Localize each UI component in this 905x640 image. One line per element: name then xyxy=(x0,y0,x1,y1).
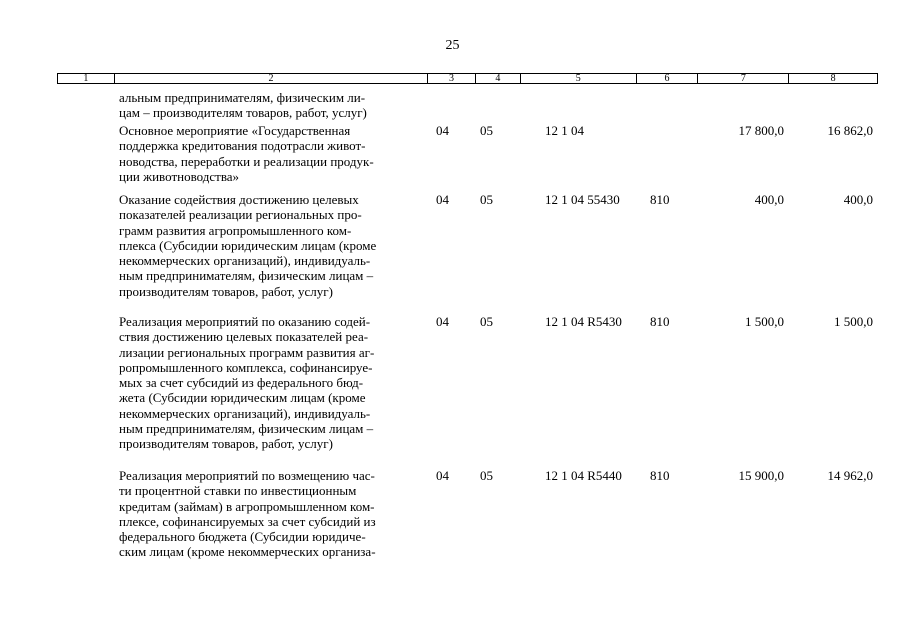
target-article-code: 12 1 04 55430 xyxy=(545,192,620,207)
subsection-code: 05 xyxy=(480,123,493,138)
expense-type-code: 810 xyxy=(650,314,670,329)
header-col-3: 3 xyxy=(428,74,476,83)
table-header xyxy=(57,73,878,84)
amount-col-8: 14 962,0 xyxy=(827,468,873,483)
subsection-code: 05 xyxy=(480,192,493,207)
target-article-code: 12 1 04 R5440 xyxy=(545,468,622,483)
table-row-description: альным предпринимателям, физическим ли- цам – производителям товаров, работ, услуг) xyxy=(119,90,367,121)
header-col-8: 8 xyxy=(830,73,836,84)
header-col-5: 5 xyxy=(521,74,637,83)
page-number: 25 xyxy=(445,38,460,53)
target-article-code: 12 1 04 xyxy=(545,123,584,138)
section-code: 04 xyxy=(436,123,449,138)
amount-col-7: 1 500,0 xyxy=(745,314,784,329)
section-code: 04 xyxy=(436,314,449,329)
table-row-description: Оказание содействия достижению целевых показателей реализации региональных про- грамм развития агропромышленного ком- плекса (Субсидии юридическим лицам (кроме некоммерческих организаций), индивидуаль- ным предпринимателям, физическим лицам – производителям товаров, работ, услуг) xyxy=(119,192,377,299)
table-row-description: Реализация мероприятий по оказанию содей- ствия достижению целевых показателей реа- лизации региональных программ развития аг- ропромышленного комплекса, софинансируе- мых за счет субсидий из федерального бюд- жета (Субсидии юридическим лицам (кроме некоммерческих организаций), индивидуаль- ным предпринимателям, физическим лицам – производителям товаров, работ, услуг) xyxy=(119,314,375,452)
amount-col-7: 15 900,0 xyxy=(738,468,784,483)
subsection-code: 05 xyxy=(480,468,493,483)
header-col-7: 7 xyxy=(698,74,789,83)
expense-type-code: 810 xyxy=(650,192,670,207)
header-col-4: 4 xyxy=(476,74,521,83)
amount-col-8: 16 862,0 xyxy=(827,123,873,138)
table-row-description: Реализация мероприятий по возмещению час- ти процентной ставки по инвестиционным кредитам (займам) в агропромышленном ком- плексе, софинансируемых за счет субсидий из федерального бюджета (Субсидии юридиче- ским лицам (кроме некоммерческих организа- xyxy=(119,468,376,560)
table-row-description: Основное мероприятие «Государственная поддержка кредитования подотрасли живот- новодства, переработки и реализации продук- ции животноводства» xyxy=(119,123,374,184)
amount-col-8: 1 500,0 xyxy=(834,314,873,329)
target-article-code: 12 1 04 R5430 xyxy=(545,314,622,329)
section-code: 04 xyxy=(436,192,449,207)
amount-col-7: 400,0 xyxy=(754,192,784,207)
amount-col-8: 400,0 xyxy=(843,192,873,207)
header-col-6: 6 xyxy=(637,74,699,83)
amount-col-7: 17 800,0 xyxy=(738,123,784,138)
header-col-2: 2 xyxy=(115,74,428,83)
subsection-code: 05 xyxy=(480,314,493,329)
header-col-1: 1 xyxy=(58,74,115,83)
section-code: 04 xyxy=(436,468,449,483)
expense-type-code: 810 xyxy=(650,468,670,483)
